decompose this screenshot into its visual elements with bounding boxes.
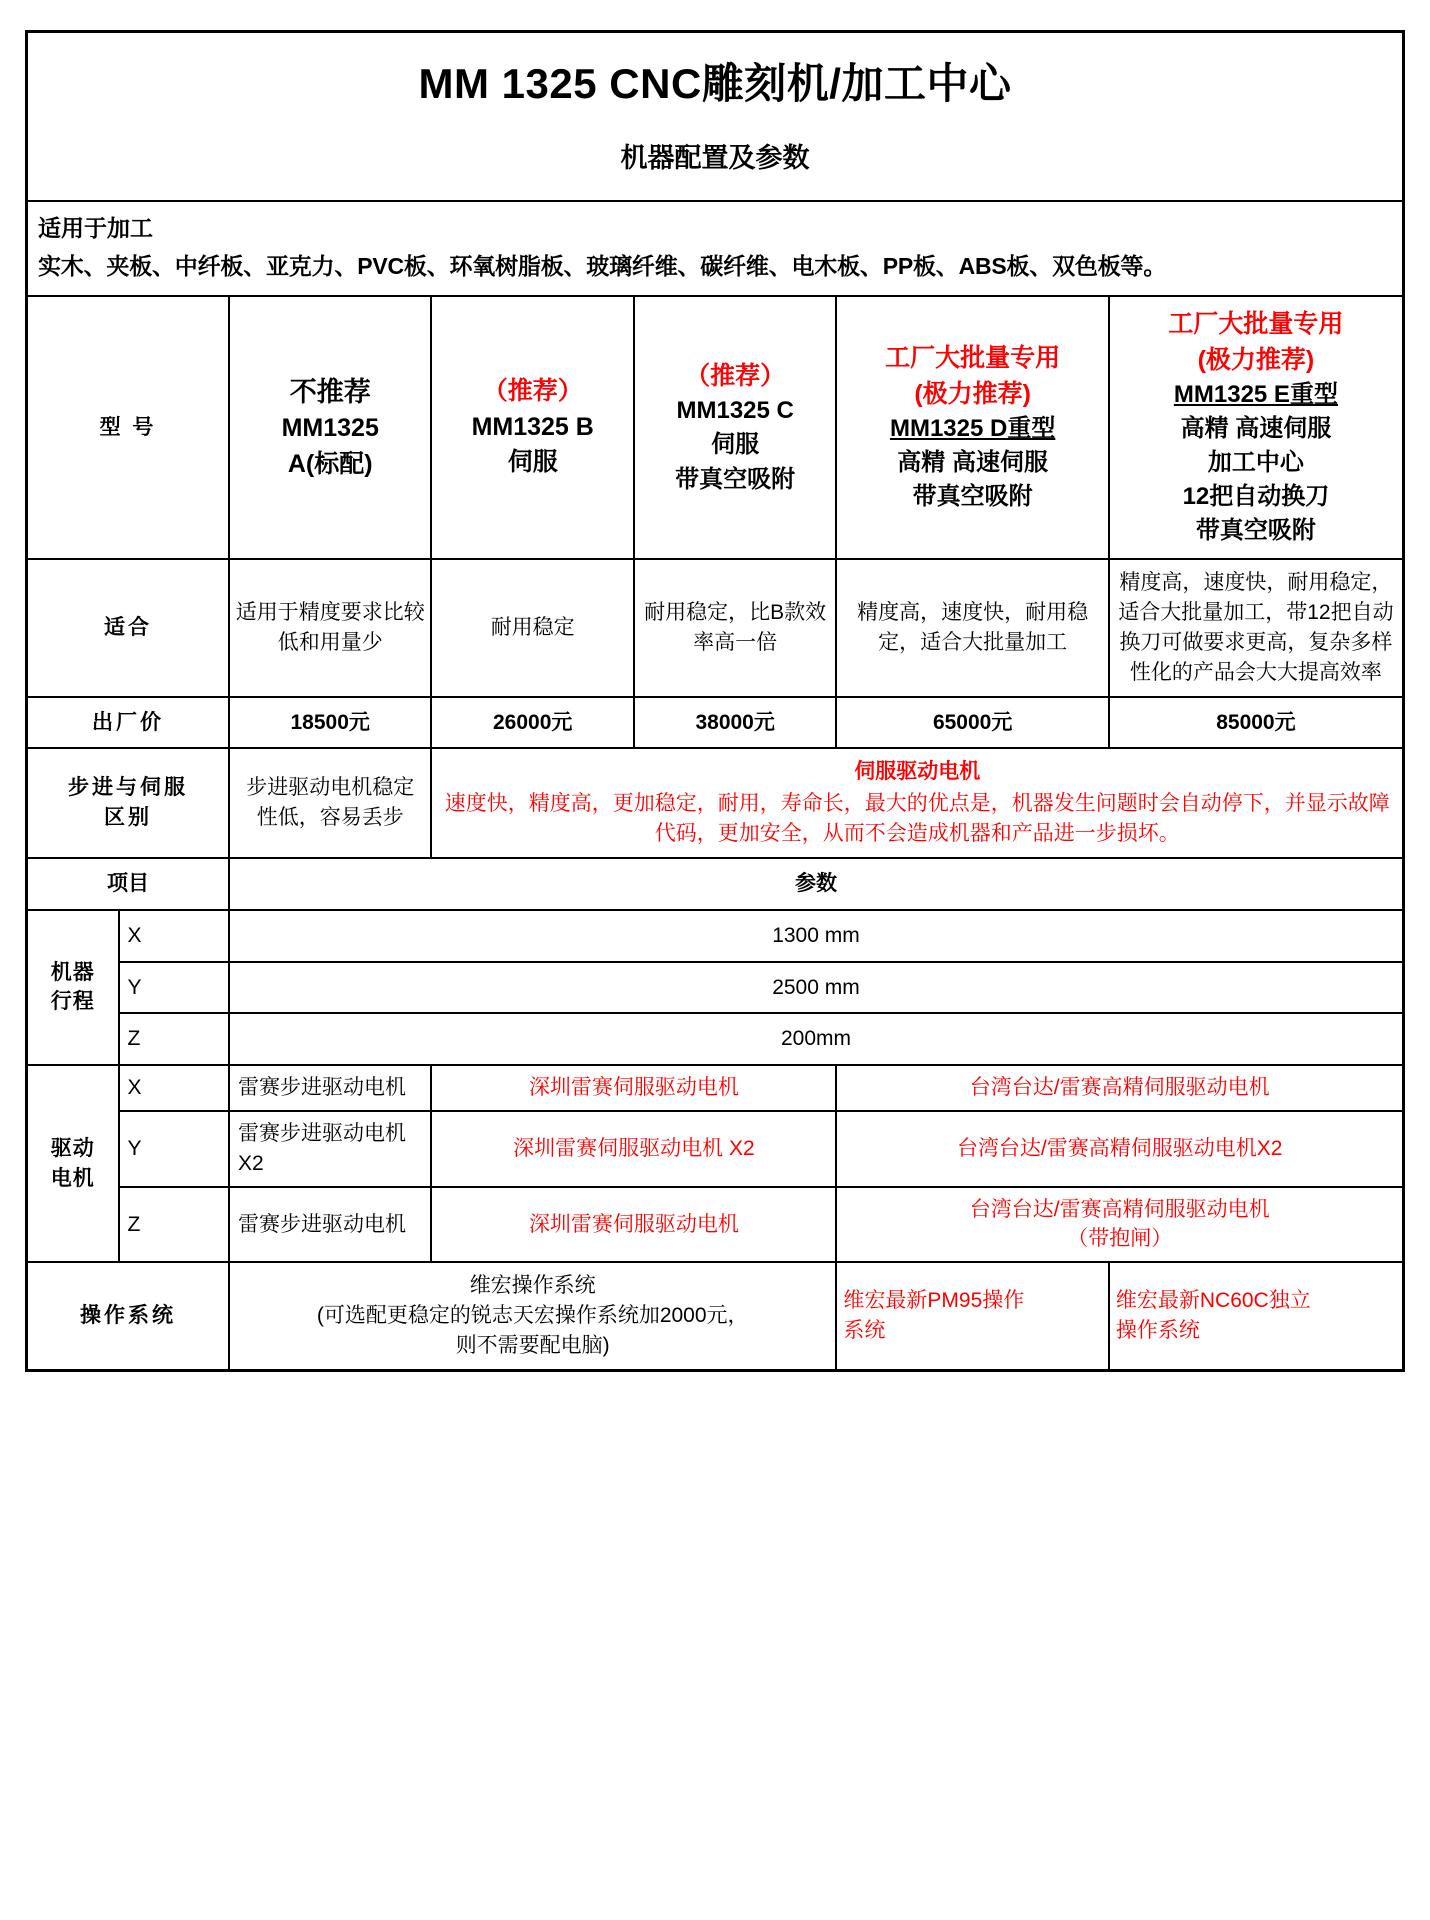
travel-row-x [27, 910, 1404, 962]
model-d-line3: 带真空吸附 [912, 483, 1033, 511]
os-row [27, 1262, 1404, 1370]
model-e-line2: 高精 高速伺服 [1180, 415, 1332, 443]
model-a-line1: MM1325 [281, 414, 379, 443]
model-cell-a [229, 296, 431, 559]
os-main-line2: (可选配更稳定的锐志天宏操作系统加2000元， [316, 1304, 749, 1328]
travel-value-y: 2500 mm [229, 962, 1404, 1014]
os-d-line2: 系统 [843, 1318, 886, 1342]
price-cell-d: 65000元 [836, 697, 1108, 749]
stepper-servo-label-line2: 区别 [103, 806, 152, 830]
item-header: 项目 [27, 858, 229, 910]
motor-group-label [27, 1065, 119, 1262]
fit-cell-a: 适用于精度要求比较低和用量少 [229, 559, 431, 696]
travel-row-z [27, 1013, 1404, 1065]
price-row [27, 697, 1404, 749]
price-row-label: 出厂价 [27, 697, 229, 749]
model-cell-e [1109, 296, 1404, 559]
stepper-servo-label-line1: 步进与伺服 [67, 776, 188, 800]
motor-label-line2: 电机 [50, 1166, 95, 1190]
title-row [27, 32, 1404, 201]
applicable-cell [27, 201, 1404, 296]
os-e-line1: 维宏最新NC60C独立 [1115, 1289, 1311, 1313]
travel-label-line2: 行程 [50, 990, 95, 1014]
motor-z-stepper: 雷赛步进驱动电机 [229, 1187, 431, 1263]
fit-row-label: 适合 [27, 559, 229, 696]
travel-axis-x: X [119, 910, 229, 962]
model-d-line2: 高精 高速伺服 [897, 449, 1048, 477]
motor-z-servo-de-line1: 台湾台达/雷赛高精伺服驱动电机 [969, 1197, 1270, 1221]
model-d-line1: MM1325 D重型 [889, 415, 1056, 443]
motor-x-servo-bc: 深圳雷赛伺服驱动电机 [431, 1065, 836, 1111]
travel-axis-y: Y [119, 962, 229, 1014]
price-cell-c: 38000元 [634, 697, 836, 749]
model-e-tag-line1: 工厂大批量专用 [1168, 310, 1344, 339]
stepper-servo-label [27, 748, 229, 857]
stepper-servo-row [27, 748, 1404, 857]
travel-axis-z: Z [119, 1013, 229, 1065]
model-e-line3: 加工中心 [1207, 449, 1304, 477]
page-title: MM 1325 CNC雕刻机/加工中心 [418, 60, 1012, 107]
motor-row-z [27, 1187, 1404, 1263]
travel-label-line1: 机器 [50, 960, 95, 984]
model-b-line1: MM1325 B [471, 412, 594, 441]
travel-value-x: 1300 mm [229, 910, 1404, 962]
model-b-tag: （推荐） [482, 377, 583, 406]
motor-x-servo-de: 台湾台达/雷赛高精伺服驱动电机 [836, 1065, 1403, 1111]
os-main-line3: 则不需要配电脑) [455, 1333, 610, 1357]
param-header: 参数 [229, 858, 1404, 910]
fit-cell-c: 耐用稳定，比B款效率高一倍 [634, 559, 836, 696]
model-cell-d [836, 296, 1108, 559]
applicable-materials: 实木、夹板、中纤板、亚克力、PVC板、环氧树脂板、玻璃纤维、碳纤维、电木板、PP板、ABS板、双色板等。 [38, 253, 1167, 280]
motor-y-stepper: 雷赛步进驱动电机X2 [229, 1111, 431, 1187]
model-c-line1: MM1325 C [676, 397, 794, 425]
model-row-label: 型 号 [27, 296, 229, 559]
travel-row-y [27, 962, 1404, 1014]
motor-x-stepper: 雷赛步进驱动电机 [229, 1065, 431, 1111]
motor-row-x [27, 1065, 1404, 1111]
applicable-row [27, 201, 1404, 296]
model-e-line4: 12把自动换刀 [1182, 483, 1330, 511]
model-b-line2: 伺服 [507, 448, 558, 477]
servo-heading: 伺服驱动电机 [854, 760, 981, 784]
model-c-line3: 带真空吸附 [675, 465, 796, 493]
model-cell-b [431, 296, 633, 559]
motor-z-servo-de-line2: （带抱闸） [1067, 1227, 1173, 1251]
servo-description [431, 748, 1403, 857]
os-e-line2: 操作系统 [1115, 1318, 1200, 1342]
fit-cell-e: 精度高，速度快，耐用稳定，适合大批量加工，带12把自动换刀可做要求更高，复杂多样性化的产品会大大提高效率 [1109, 559, 1404, 696]
model-cell-c [634, 296, 836, 559]
model-d-tag-line2: (极力推荐) [914, 379, 1031, 408]
travel-value-z: 200mm [229, 1013, 1404, 1065]
page-subtitle: 机器配置及参数 [620, 143, 810, 174]
motor-z-servo-de [836, 1187, 1403, 1263]
model-a-line2: A(标配) [287, 449, 373, 478]
os-d-line1: 维宏最新PM95操作 [843, 1289, 1025, 1313]
motor-y-servo-de: 台湾台达/雷赛高精伺服驱动电机X2 [836, 1111, 1403, 1187]
os-main-line1: 维宏操作系统 [469, 1274, 596, 1298]
model-e-line1: MM1325 E重型 [1173, 381, 1338, 409]
motor-label-line1: 驱动 [50, 1136, 95, 1160]
model-d-tag-line1: 工厂大批量专用 [885, 344, 1061, 373]
motor-z-servo-bc: 深圳雷赛伺服驱动电机 [431, 1187, 836, 1263]
os-main [229, 1262, 836, 1370]
model-e-tag-line2: (极力推荐) [1197, 345, 1315, 374]
servo-body: 速度快，精度高，更加稳定，耐用，寿命长，最大的优点是，机器发生问题时会自动停下，并显示故障代码，更加安全，从而不会造成机器和产品进一步损坏。 [444, 792, 1390, 846]
model-e-line5: 带真空吸附 [1195, 517, 1316, 545]
applicable-heading: 适用于加工 [38, 214, 153, 241]
model-a-tag: 不推荐 [289, 377, 371, 408]
motor-axis-x: X [119, 1065, 229, 1111]
model-row [27, 296, 1404, 559]
price-cell-b: 26000元 [431, 697, 633, 749]
specification-table [25, 30, 1405, 1372]
os-e [1109, 1262, 1404, 1370]
fit-cell-b: 耐用稳定 [431, 559, 633, 696]
os-row-label: 操作系统 [27, 1262, 229, 1370]
price-cell-e: 85000元 [1109, 697, 1404, 749]
model-c-line2: 伺服 [711, 431, 760, 459]
motor-axis-y: Y [119, 1111, 229, 1187]
title-cell [27, 32, 1404, 201]
motor-axis-z: Z [119, 1187, 229, 1263]
item-param-row [27, 858, 1404, 910]
os-d [836, 1262, 1108, 1370]
motor-row-y [27, 1111, 1404, 1187]
price-cell-a: 18500元 [229, 697, 431, 749]
motor-y-servo-bc: 深圳雷赛伺服驱动电机 X2 [431, 1111, 836, 1187]
fit-row [27, 559, 1404, 696]
stepper-description: 步进驱动电机稳定性低，容易丢步 [229, 748, 431, 857]
model-c-tag: （推荐） [685, 361, 786, 390]
fit-cell-d: 精度高，速度快，耐用稳定，适合大批量加工 [836, 559, 1108, 696]
travel-group-label [27, 910, 119, 1065]
